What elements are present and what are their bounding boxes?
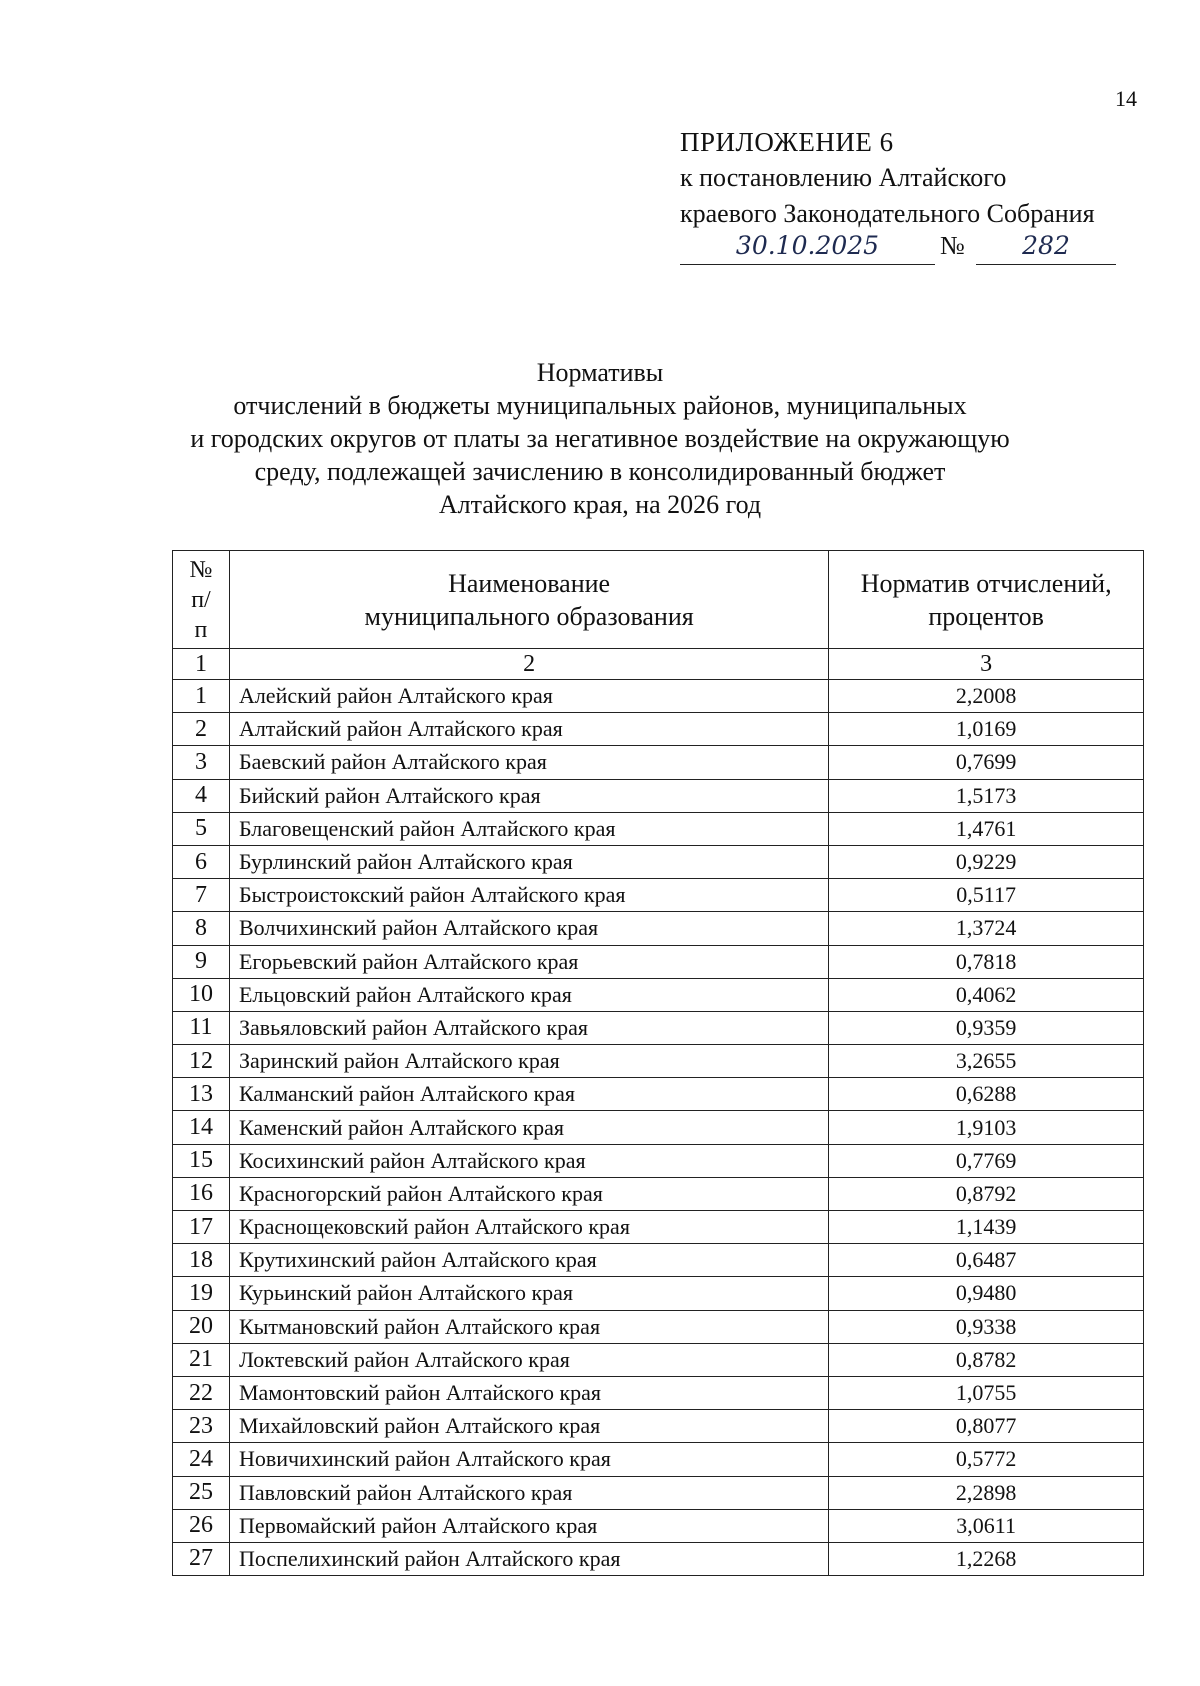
- row-number: 14: [173, 1111, 230, 1144]
- municipality-name: Калманский район Алтайского края: [229, 1078, 828, 1111]
- table-row: [173, 1443, 1144, 1476]
- row-number: 16: [173, 1177, 230, 1210]
- municipality-name: Быстроистокский район Алтайского края: [229, 879, 828, 912]
- table-row: [173, 1509, 1144, 1542]
- municipality-name: Завьяловский район Алтайского края: [229, 1011, 828, 1044]
- norm-value: 3,0611: [829, 1509, 1144, 1542]
- row-number: 5: [173, 812, 230, 845]
- table-row: [173, 1542, 1144, 1575]
- header-number-line-1: №: [189, 556, 213, 583]
- municipality-name: Курьинский район Алтайского края: [229, 1277, 828, 1310]
- table-row: [173, 779, 1144, 812]
- column-number-row: [173, 649, 1144, 680]
- municipality-name: Краснощековский район Алтайского края: [229, 1211, 828, 1244]
- header-name-line-1: Наименование: [448, 568, 611, 598]
- municipality-name: Заринский район Алтайского края: [229, 1045, 828, 1078]
- title-line-2: отчислений в бюджеты муниципальных районов, муниципальных: [233, 391, 967, 420]
- norm-value: 0,9359: [829, 1011, 1144, 1044]
- row-number: 23: [173, 1410, 230, 1443]
- header-number: [173, 551, 230, 649]
- municipality-name: Бийский район Алтайского края: [229, 779, 828, 812]
- table-row: [173, 978, 1144, 1011]
- municipality-name: Волчихинский район Алтайского края: [229, 912, 828, 945]
- row-number: 25: [173, 1476, 230, 1509]
- table-row: [173, 1078, 1144, 1111]
- row-number: 3: [173, 746, 230, 779]
- municipality-name: Михайловский район Алтайского края: [229, 1410, 828, 1443]
- table-row: [173, 945, 1144, 978]
- handwritten-date: 30.10.2025: [680, 228, 935, 265]
- column-number-1: 1: [173, 649, 230, 680]
- header-norm-line-1: Норматив отчислений,: [860, 568, 1112, 598]
- municipality-name: Ельцовский район Алтайского края: [229, 978, 828, 1011]
- norm-value: 1,2268: [829, 1542, 1144, 1575]
- number-sign: №: [940, 231, 965, 260]
- appendix-heading: ПРИЛОЖЕНИЕ 6: [680, 127, 894, 157]
- appendix-block: [680, 124, 1095, 232]
- municipality-name: Бурлинский район Алтайского края: [229, 845, 828, 878]
- page-number: 14: [1115, 86, 1137, 111]
- appendix-line-1: к постановлению Алтайского: [680, 163, 1007, 192]
- row-number: 10: [173, 978, 230, 1011]
- norm-value: 0,9338: [829, 1310, 1144, 1343]
- row-number: 2: [173, 713, 230, 746]
- norm-value: 1,0755: [829, 1376, 1144, 1409]
- norm-value: 0,9229: [829, 845, 1144, 878]
- row-number: 21: [173, 1343, 230, 1376]
- table-row: [173, 1343, 1144, 1376]
- norm-value: 0,7699: [829, 746, 1144, 779]
- appendix-line-2: краевого Законодательного Собрания: [680, 199, 1095, 228]
- municipality-name: Алейский район Алтайского края: [229, 680, 828, 713]
- norm-value: 2,2898: [829, 1476, 1144, 1509]
- norm-value: 0,8792: [829, 1177, 1144, 1210]
- table-row: [173, 1144, 1144, 1177]
- norm-value: 0,5117: [829, 879, 1144, 912]
- header-number-line-2: п/: [191, 586, 211, 613]
- municipality-name: Алтайский район Алтайского края: [229, 713, 828, 746]
- row-number: 24: [173, 1443, 230, 1476]
- municipality-name: Красногорский район Алтайского края: [229, 1177, 828, 1210]
- row-number: 6: [173, 845, 230, 878]
- norm-value: 0,6288: [829, 1078, 1144, 1111]
- row-number: 27: [173, 1542, 230, 1575]
- table-row: [173, 845, 1144, 878]
- row-number: 9: [173, 945, 230, 978]
- norms-table: [172, 550, 1144, 1576]
- municipality-name: Благовещенский район Алтайского края: [229, 812, 828, 845]
- title-line-4: среду, подлежащей зачислению в консолидированный бюджет: [254, 457, 946, 486]
- norm-value: 1,5173: [829, 779, 1144, 812]
- table-row: [173, 1476, 1144, 1509]
- table-row: [173, 1376, 1144, 1409]
- table-header-row: [173, 551, 1144, 649]
- municipality-name: Локтевский район Алтайского края: [229, 1343, 828, 1376]
- norm-value: 0,8077: [829, 1410, 1144, 1443]
- table-row: [173, 1211, 1144, 1244]
- row-number: 22: [173, 1376, 230, 1409]
- row-number: 19: [173, 1277, 230, 1310]
- norm-value: 3,2655: [829, 1045, 1144, 1078]
- municipality-name: Новичихинский район Алтайского края: [229, 1443, 828, 1476]
- municipality-name: Баевский район Алтайского края: [229, 746, 828, 779]
- table-row: [173, 1310, 1144, 1343]
- row-number: 11: [173, 1011, 230, 1044]
- row-number: 20: [173, 1310, 230, 1343]
- municipality-name: Крутихинский район Алтайского края: [229, 1244, 828, 1277]
- table-row: [173, 879, 1144, 912]
- norm-value: 0,9480: [829, 1277, 1144, 1310]
- table-row: [173, 1045, 1144, 1078]
- table-row: [173, 1011, 1144, 1044]
- title-line-3: и городских округов от платы за негативное воздействие на окружающую: [190, 424, 1010, 453]
- document-title: [150, 356, 1050, 521]
- row-number: 26: [173, 1509, 230, 1542]
- header-norm: [829, 551, 1144, 649]
- row-number: 18: [173, 1244, 230, 1277]
- norm-value: 1,4761: [829, 812, 1144, 845]
- municipality-name: Поспелихинский район Алтайского края: [229, 1542, 828, 1575]
- table-row: [173, 812, 1144, 845]
- table-row: [173, 1111, 1144, 1144]
- column-number-2: 2: [229, 649, 828, 680]
- row-number: 12: [173, 1045, 230, 1078]
- norm-value: 1,1439: [829, 1211, 1144, 1244]
- header-name-line-2: муниципального образования: [364, 601, 694, 631]
- municipality-name: Кытмановский район Алтайского края: [229, 1310, 828, 1343]
- municipality-name: Мамонтовский район Алтайского края: [229, 1376, 828, 1409]
- table-row: [173, 713, 1144, 746]
- norm-value: 0,5772: [829, 1443, 1144, 1476]
- row-number: 8: [173, 912, 230, 945]
- municipality-name: Каменский район Алтайского края: [229, 1111, 828, 1144]
- norm-value: 0,8782: [829, 1343, 1144, 1376]
- row-number: 15: [173, 1144, 230, 1177]
- table-row: [173, 680, 1144, 713]
- row-number: 17: [173, 1211, 230, 1244]
- norm-value: 1,3724: [829, 912, 1144, 945]
- table-row: [173, 1177, 1144, 1210]
- municipality-name: Павловский район Алтайского края: [229, 1476, 828, 1509]
- header-name: [229, 551, 828, 649]
- column-number-3: 3: [829, 649, 1144, 680]
- norm-value: 1,0169: [829, 713, 1144, 746]
- norm-value: 0,6487: [829, 1244, 1144, 1277]
- header-number-line-3: п: [194, 616, 208, 643]
- norm-value: 0,4062: [829, 978, 1144, 1011]
- table-row: [173, 1277, 1144, 1310]
- handwritten-number: 282: [976, 228, 1116, 265]
- row-number: 4: [173, 779, 230, 812]
- table-row: [173, 1244, 1144, 1277]
- table-row: [173, 746, 1144, 779]
- title-line-5: Алтайского края, на 2026 год: [438, 490, 762, 519]
- row-number: 1: [173, 680, 230, 713]
- municipality-name: Первомайский район Алтайского края: [229, 1509, 828, 1542]
- header-norm-line-2: процентов: [928, 601, 1044, 631]
- table-row: [173, 912, 1144, 945]
- table-row: [173, 1410, 1144, 1443]
- title-line-1: Нормативы: [536, 358, 664, 387]
- row-number: 7: [173, 879, 230, 912]
- norm-value: 2,2008: [829, 680, 1144, 713]
- municipality-name: Егорьевский район Алтайского края: [229, 945, 828, 978]
- municipality-name: Косихинский район Алтайского края: [229, 1144, 828, 1177]
- norm-value: 0,7769: [829, 1144, 1144, 1177]
- norm-value: 1,9103: [829, 1111, 1144, 1144]
- norm-value: 0,7818: [829, 945, 1144, 978]
- row-number: 13: [173, 1078, 230, 1111]
